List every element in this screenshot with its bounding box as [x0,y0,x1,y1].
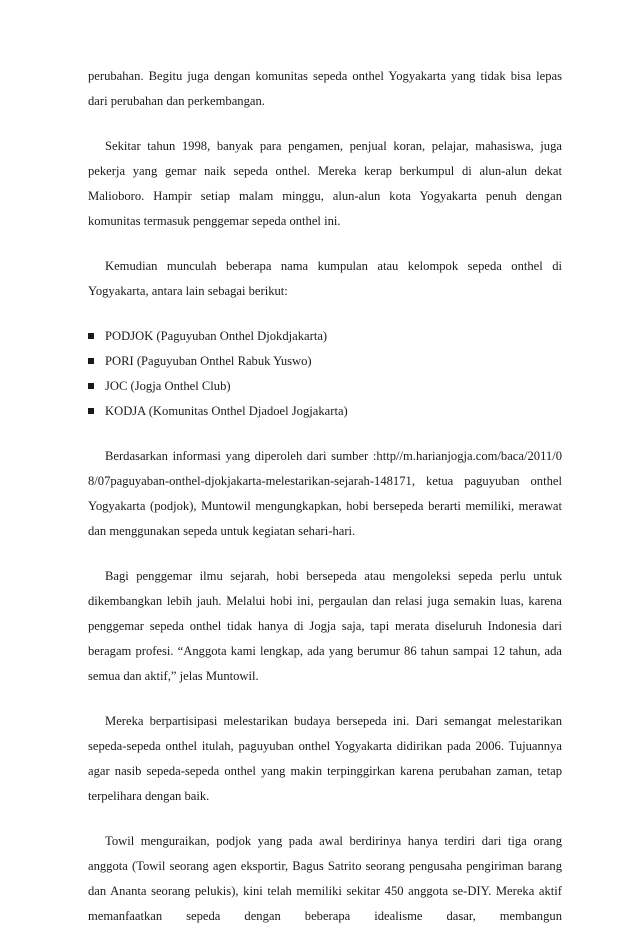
paragraph-intro: perubahan. Begitu juga dengan komunitas sepeda onthel Yogyakarta yang tidak bisa lepas dari perubahan dan perkembangan. [88,69,562,108]
document-page [88,64,562,929]
square-bullet-icon [88,383,94,389]
list-item-text: PORI (Paguyuban Onthel Rabuk Yuswo) [105,354,312,368]
square-bullet-icon [88,333,94,339]
paragraph-groups-intro: Kemudian munculah beberapa nama kumpulan atau kelompok sepeda onthel di Yogyakarta, antara lain sebagai berikut: [88,259,562,298]
square-bullet-icon [88,358,94,364]
source-tail-text: , ketua paguyuban onthel Yogyakarta (podjok), Muntowil mengungkapkan, hobi bersepeda berarti memiliki, merawat dan menggunakan sepeda untuk kegiatan sehari-hari. [88,474,562,538]
square-bullet-icon [88,408,94,414]
list-item [88,399,562,424]
list-item [88,324,562,349]
paragraph-source [88,444,562,544]
list-item-text: KODJA (Komunitas Onthel Djadoel Jogjakarta) [105,404,348,418]
source-lead-text: Berdasarkan informasi yang diperoleh dari sumber : [105,449,377,463]
list-item-text: PODJOK (Paguyuban Onthel Djokdjakarta) [105,329,328,343]
paragraph-history: Sekitar tahun 1998, banyak para pengamen, penjual koran, pelajar, mahasiswa, juga pekerja yang gemar naik sepeda onthel. Mereka kerap berkumpul di alun-alun dekat Malioboro. Hampir setiap malam minggu, alun-alun kota Yogyakarta penuh dengan komunitas termasuk penggemar sepeda onthel ini. [88,139,562,228]
paragraph-hobby: Bagi penggemar ilmu sejarah, hobi bersepeda atau mengoleksi sepeda perlu untuk dikembangkan lebih jauh. Melalui hobi ini, pergaulan dan relasi juga semakin luas, karena penggemar sepeda onthel tidak hanya di Jogja saja, tapi merata diseluruh Indonesia dari beragam profesi. “Anggota kami lengkap, ada yang berumur 86 tahun sampai 12 tahun, ada semua dan aktif,” jelas Muntowil. [88,569,562,683]
paragraph-preservation: Mereka berpartisipasi melestarikan budaya bersepeda ini. Dari semangat melestarikan sepeda-sepeda onthel itulah, paguyuban onthel Yogyakarta didirikan pada 2006. Tujuannya agar nasib sepeda-sepeda onthel yang makin terpinggirkan karena perubahan zaman, tetap terpelihara dengan baik. [88,714,562,803]
list-item [88,349,562,374]
community-list [88,324,562,424]
paragraph-podjok-members: Towil menguraikan, podjok yang pada awal berdirinya hanya terdiri dari tiga orang anggota (Towil seorang agen eksportir, Bagus Satrito seorang pengusaha pengiriman barang dan Ananta seorang pelukis), kini telah memiliki sekitar 450 anggota se-DIY. Mereka aktif memanfaatkan sepeda dengan beberapa idealisme dasar, membangun [88,834,562,923]
list-item [88,374,562,399]
source-url: http//m.harianjogja.com/baca/2011/08/07paguyaban-onthel-djokjakarta-melestarikan-sejarah-148171 [88,449,562,488]
list-item-text: JOC (Jogja Onthel Club) [105,379,231,393]
